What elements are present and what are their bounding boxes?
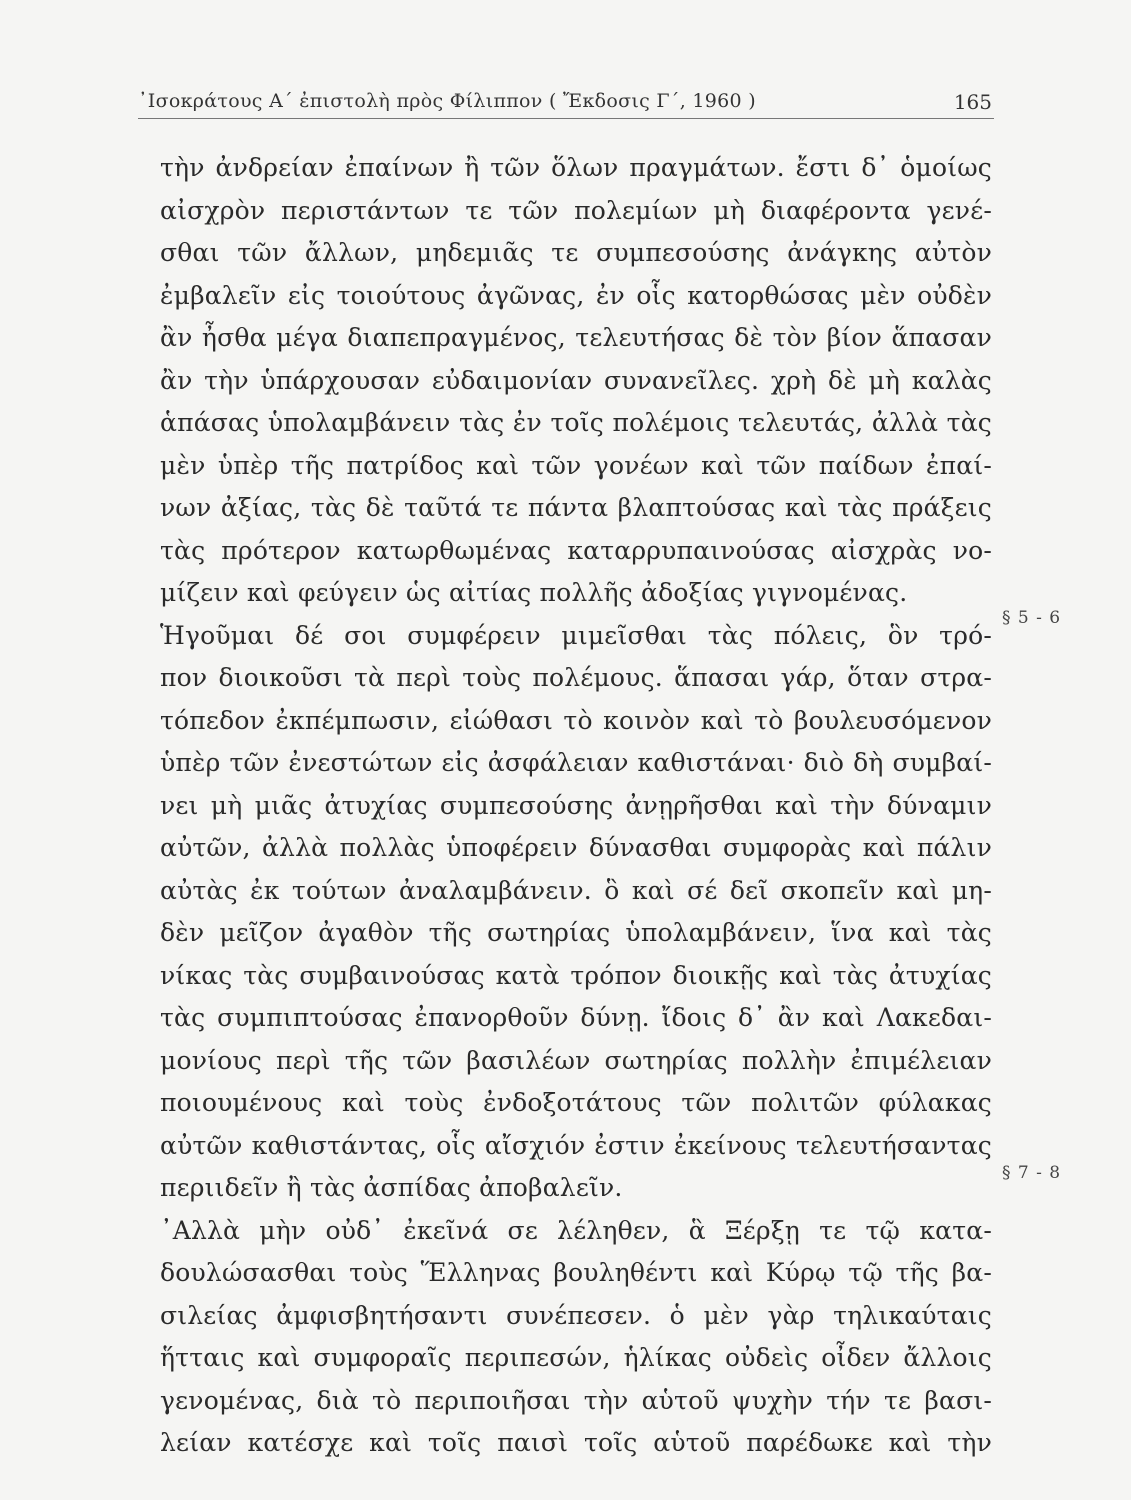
text-line: νων ἀξίας, τὰς δὲ ταῦτά τε πάντα βλαπτούσας καὶ τὰς πράξεις [160,493,992,522]
text-line: τὰς πρότερον κατωρθωμένας καταρρυπαινούσας αἰσχρὰς νο- [160,535,992,565]
text-line: ᾿Αλλὰ μὴν οὐδ᾿ ἐκεῖνά σε λέληθεν, ἃ Ξέρξῃ τε τῷ κατα- [160,1215,992,1245]
text-line: σιλείας ἀμφισβητήσαντι συνέπεσεν. ὁ μὲν γὰρ τηλικαύταις [160,1300,992,1330]
text-line: τόπεδον ἐκπέμπωσιν, εἰώθασι τὸ κοινὸν καὶ τὸ βουλευσόμενον [160,705,992,735]
text-line: Ἡγοῦμαι δέ σοι συμφέρειν μιμεῖσθαι τὰς πόλεις, ὃν τρό- [160,620,992,650]
text-line: λείαν κατέσχε καὶ τοῖς παισὶ τοῖς αὑτοῦ παρέδωκε καὶ τὴν [160,1428,992,1457]
text-line: αὐτῶν, ἀλλὰ πολλὰς ὑποφέρειν δύνασθαι συμφορὰς καὶ πάλιν [160,833,992,862]
text-line: περιιδεῖν ἢ τὰς ἀσπίδας ἀποβαλεῖν. [160,1173,623,1202]
text-line: ποιουμένους καὶ τοὺς ἐνδοξοτάτους τῶν πολιτῶν φύλακας [160,1088,992,1117]
text-line: μονίους περὶ τῆς τῶν βασιλέων σωτηρίας πολλὴν ἐπιμέλειαν [160,1045,992,1075]
text-line: ἥτταις καὶ συμφοραῖς περιπεσών, ἡλίκας οὐδεὶς οἶδεν ἄλλοις [160,1343,992,1372]
running-title: ᾿Ισοκράτους Α΄ ἐπιστολὴ πρὸς Φίλιππον ( Ἔκδοσις Γ΄, 1960 ) [138,90,756,112]
text-line: τὴν ἀνδρείαν ἐπαίνων ἢ τῶν ὅλων πραγμάτων. ἔστι δ᾿ ὁμοίως [160,153,992,182]
text-line: ἂν ἦσθα μέγα διαπεπραγμένος, τελευτήσας δὲ τὸν βίον ἅπασαν [160,323,992,352]
text-line: τὰς συμπιπτούσας ἐπανορθοῦν δύνῃ. ἴδοις δ᾿ ἂν καὶ Λακεδαι- [160,1003,992,1032]
header-rule [138,118,994,119]
margin-note-section-5-6: § 5 - 6 [1002,608,1062,628]
text-line: νίκας τὰς συμβαινούσας κατὰ τρόπον διοικῇς καὶ τὰς ἀτυχίας [160,960,992,990]
text-line: νει μὴ μιᾶς ἀτυχίας συμπεσούσης ἀνῃρῆσθαι καὶ τὴν δύναμιν [160,790,992,820]
running-head [138,88,994,122]
text-line: αὐτῶν καθιστάντας, οἷς αἴσχιόν ἐστιν ἐκείνους τελευτήσαντας [160,1130,992,1160]
text-line: ἂν τὴν ὑπάρχουσαν εὐδαιμονίαν συνανεῖλες. χρὴ δὲ μὴ καλὰς [160,365,992,395]
page-number: 165 [953,90,992,114]
text-line: ὑπὲρ τῶν ἐνεστώτων εἰς ἀσφάλειαν καθιστάναι· διὸ δὴ συμβαί- [160,748,992,777]
text-line: μὲν ὑπὲρ τῆς πατρίδος καὶ τῶν γονέων καὶ τῶν παίδων ἐπαί- [160,450,992,480]
text-line: γενομένας, διὰ τὸ περιποιῆσαι τὴν αὑτοῦ ψυχὴν τήν τε βασι- [160,1385,992,1415]
margin-note-section-7-8: § 7 - 8 [1002,1163,1062,1183]
text-line: μίζειν καὶ φεύγειν ὡς αἰτίας πολλῆς ἀδοξίας γιγνομένας. [160,578,908,607]
text-line: δουλώσασθαι τοὺς Ἕλληνας βουληθέντι καὶ Κύρῳ τῷ τῆς βα- [160,1258,992,1287]
text-line: σθαι τῶν ἄλλων, μηδεμιᾶς τε συμπεσούσης ἀνάγκης αὐτὸν [160,238,992,267]
text-line: ἐμβαλεῖν εἰς τοιούτους ἀγῶνας, ἐν οἷς κατορθώσας μὲν οὐδὲν [160,280,992,310]
text-line: πον διοικοῦσι τὰ περὶ τοὺς πολέμους. ἅπασαι γάρ, ὅταν στρα- [160,663,992,692]
text-line: αὐτὰς ἐκ τούτων ἀναλαμβάνειν. ὃ καὶ σέ δεῖ σκοπεῖν καὶ μη- [160,875,992,905]
text-line: δὲν μεῖζον ἀγαθὸν τῆς σωτηρίας ὑπολαμβάνειν, ἵνα καὶ τὰς [160,918,992,947]
text-line: αἰσχρὸν περιστάντων τε τῶν πολεμίων μὴ διαφέροντα γενέ- [160,195,992,225]
text-line: ἁπάσας ὑπολαμβάνειν τὰς ἐν τοῖς πολέμοις τελευτάς, ἀλλὰ τὰς [160,408,992,437]
body-text [160,147,992,1465]
